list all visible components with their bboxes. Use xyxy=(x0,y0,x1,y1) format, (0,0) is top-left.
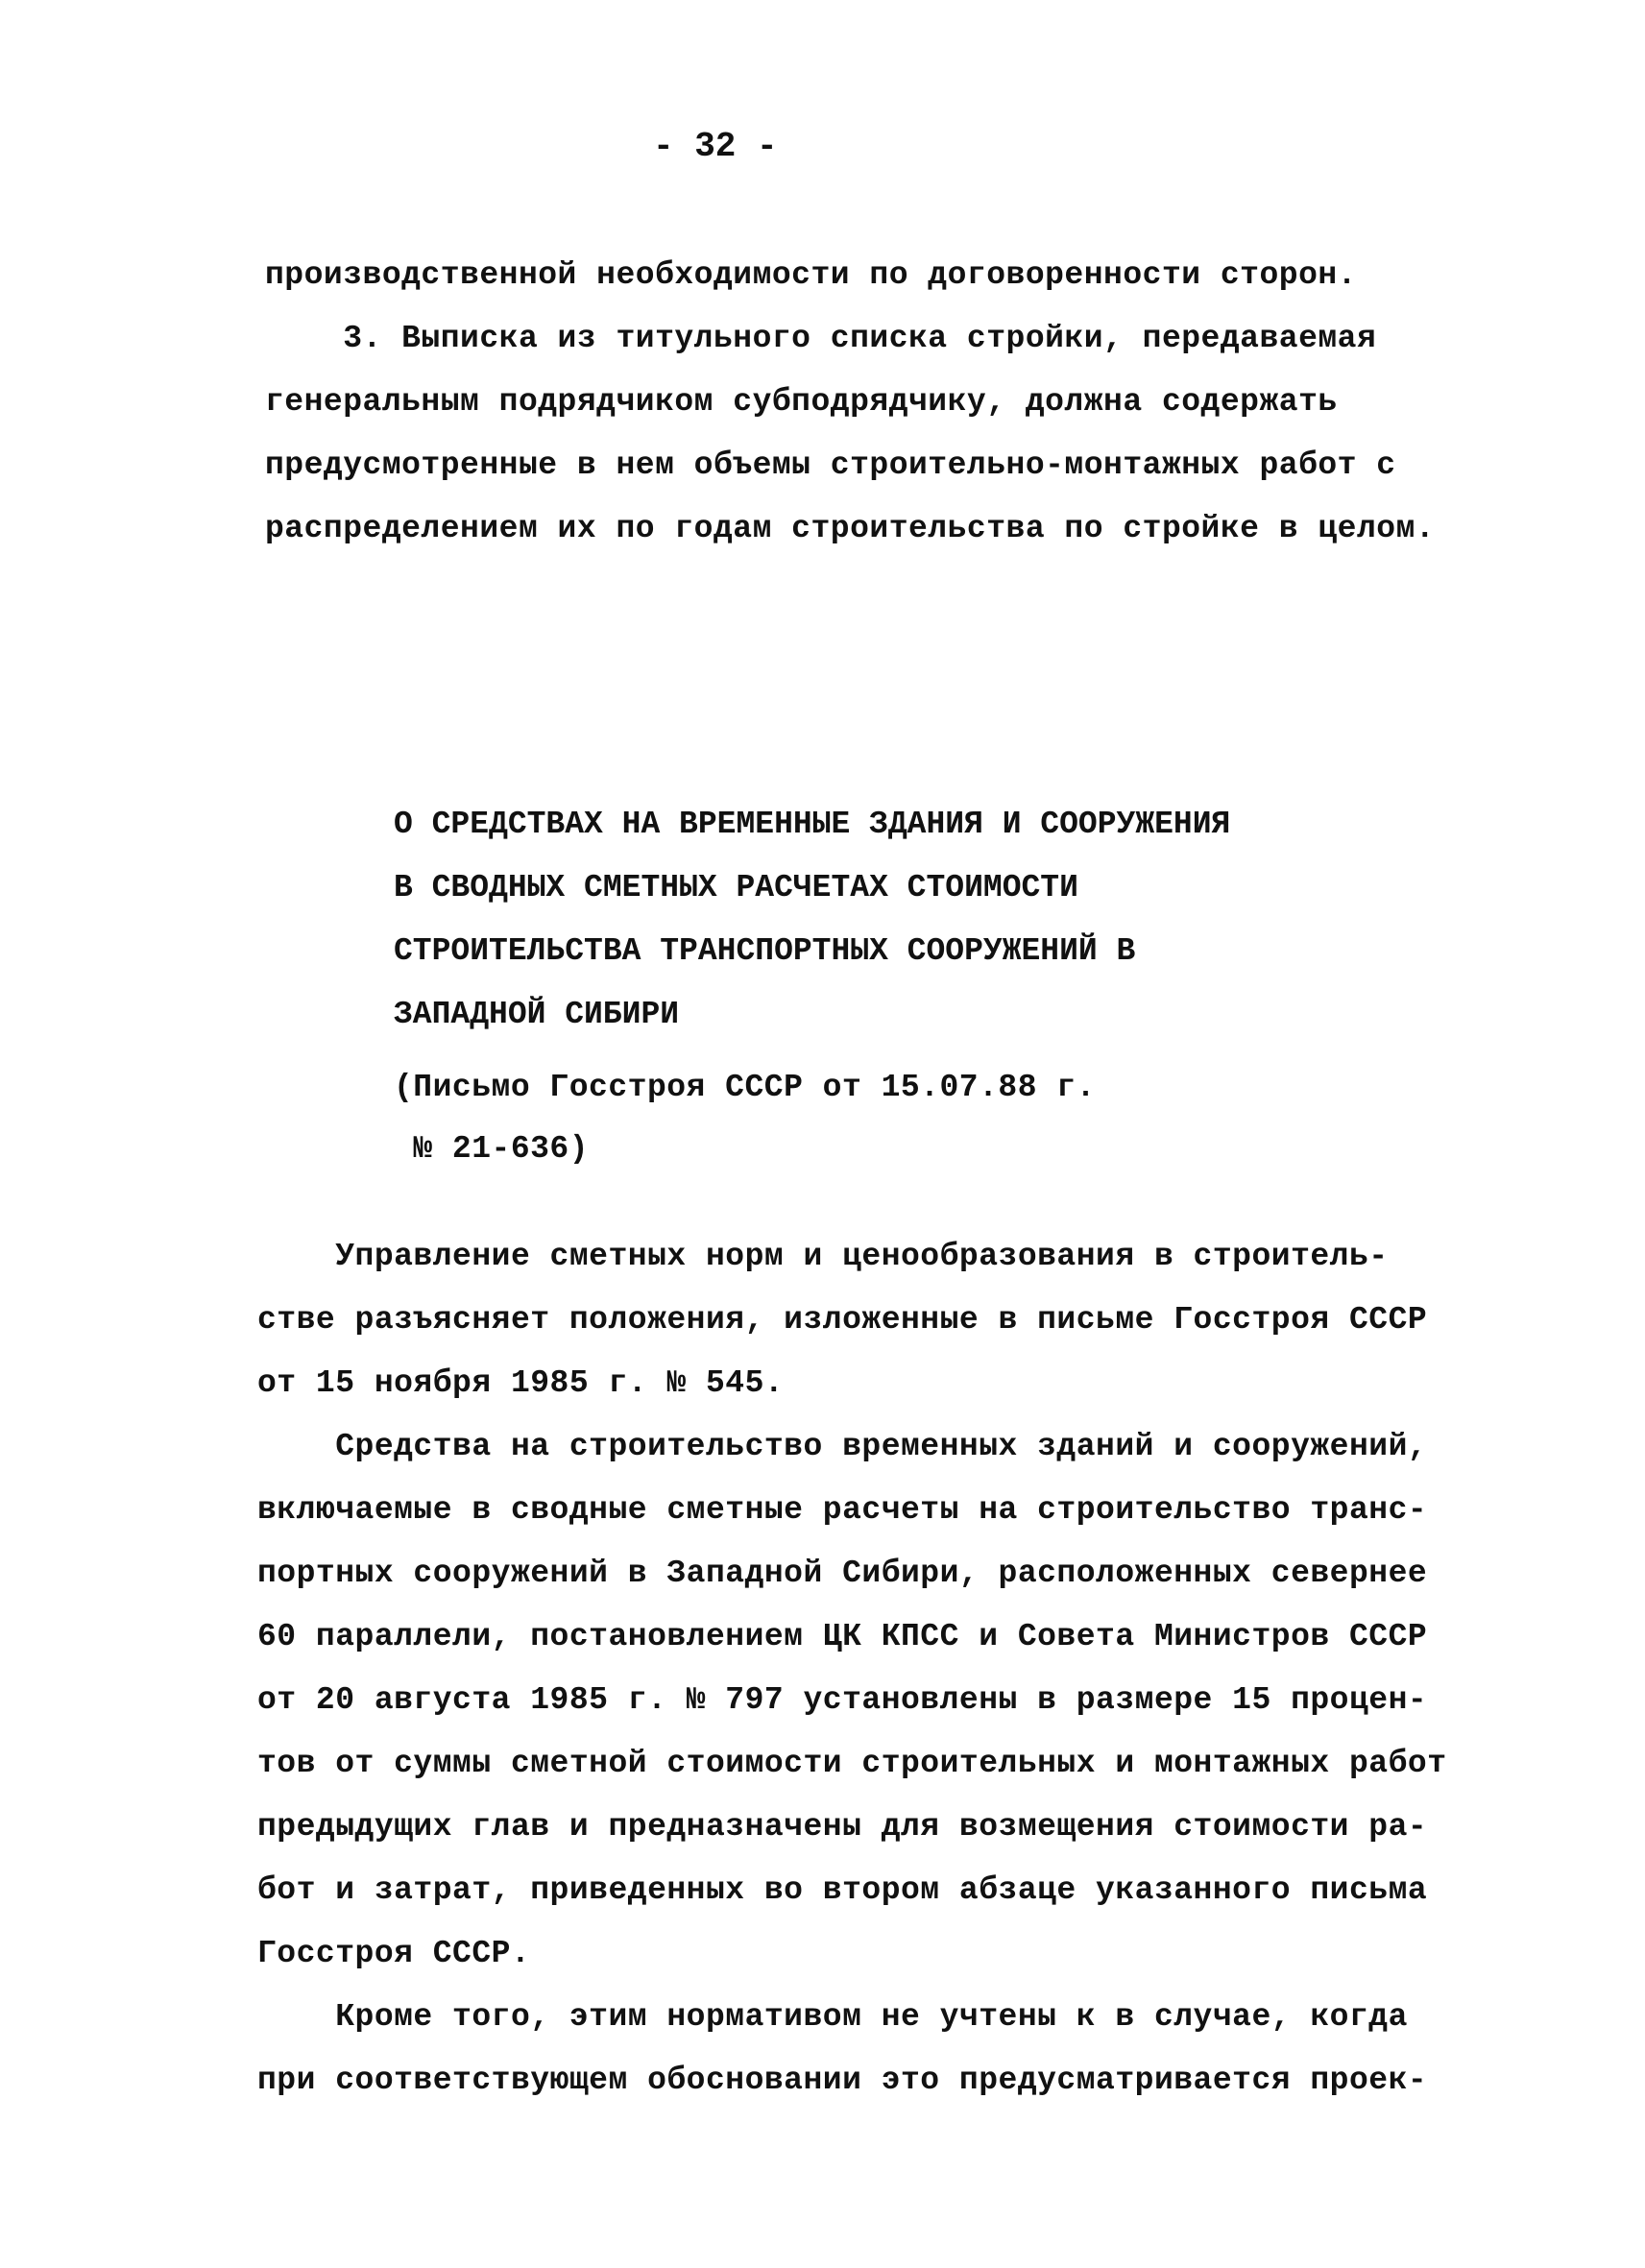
text-line: предусмотренные в нем объемы строительно-монтажных работ с xyxy=(265,447,1396,483)
heading-title-line: О СРЕДСТВАХ НА ВРЕМЕННЫЕ ЗДАНИЯ И СООРУЖЕНИЯ xyxy=(394,807,1231,842)
text-line: от 20 августа 1985 г. № 797 установлены в размере 15 процен- xyxy=(257,1682,1428,1718)
heading-source-line: № 21-636) xyxy=(394,1131,590,1167)
text-line: Управление сметных норм и ценообразования в строитель- xyxy=(257,1239,1389,1274)
text-line: включаемые в сводные сметные расчеты на строительство транс- xyxy=(257,1492,1428,1528)
heading-title-line: В СВОДНЫХ СМЕТНЫХ РАСЧЕТАХ СТОИМОСТИ xyxy=(394,870,1078,905)
text-line: от 15 ноября 1985 г. № 545. xyxy=(257,1365,785,1401)
text-line: Госстроя СССР. xyxy=(257,1936,531,1971)
text-line: распределением их по годам строительства по стройке в целом. xyxy=(265,511,1436,546)
text-line: 3. Выписка из титульного списка стройки, передаваемая xyxy=(265,321,1377,356)
text-line: при соответствующем обосновании это предусматривается проек- xyxy=(257,2063,1428,2098)
heading-title-line: СТРОИТЕЛЬСТВА ТРАНСПОРТНЫХ СООРУЖЕНИЙ В xyxy=(394,933,1136,969)
text-line: портных сооружений в Западной Сибири, расположенных севернее xyxy=(257,1556,1428,1591)
heading-source-line: (Письмо Госстроя СССР от 15.07.88 г. xyxy=(394,1070,1096,1105)
text-line: предыдущих глав и предназначены для возмещения стоимости ра- xyxy=(257,1809,1428,1845)
text-line: генеральным подрядчиком субподрядчику, должна содержать xyxy=(265,384,1338,420)
text-line: 60 параллели, постановлением ЦК КПСС и Совета Министров СССР xyxy=(257,1619,1428,1654)
text-line: производственной необходимости по договоренности сторон. xyxy=(265,257,1357,293)
text-line: стве разъясняет положения, изложенные в письме Госстроя СССР xyxy=(257,1302,1428,1338)
text-line: тов от суммы сметной стоимости строительных и монтажных работ xyxy=(257,1746,1447,1781)
text-line: Кроме того, этим нормативом не учтены к в случае, когда xyxy=(257,1999,1408,2035)
text-line: Средства на строительство временных зданий и сооружений, xyxy=(257,1429,1428,1464)
heading-title-line: ЗАПАДНОЙ СИБИРИ xyxy=(394,997,680,1032)
text-line: бот и затрат, приведенных во втором абзаце указанного письма xyxy=(257,1872,1428,1908)
page-number: - 32 - xyxy=(653,127,778,166)
